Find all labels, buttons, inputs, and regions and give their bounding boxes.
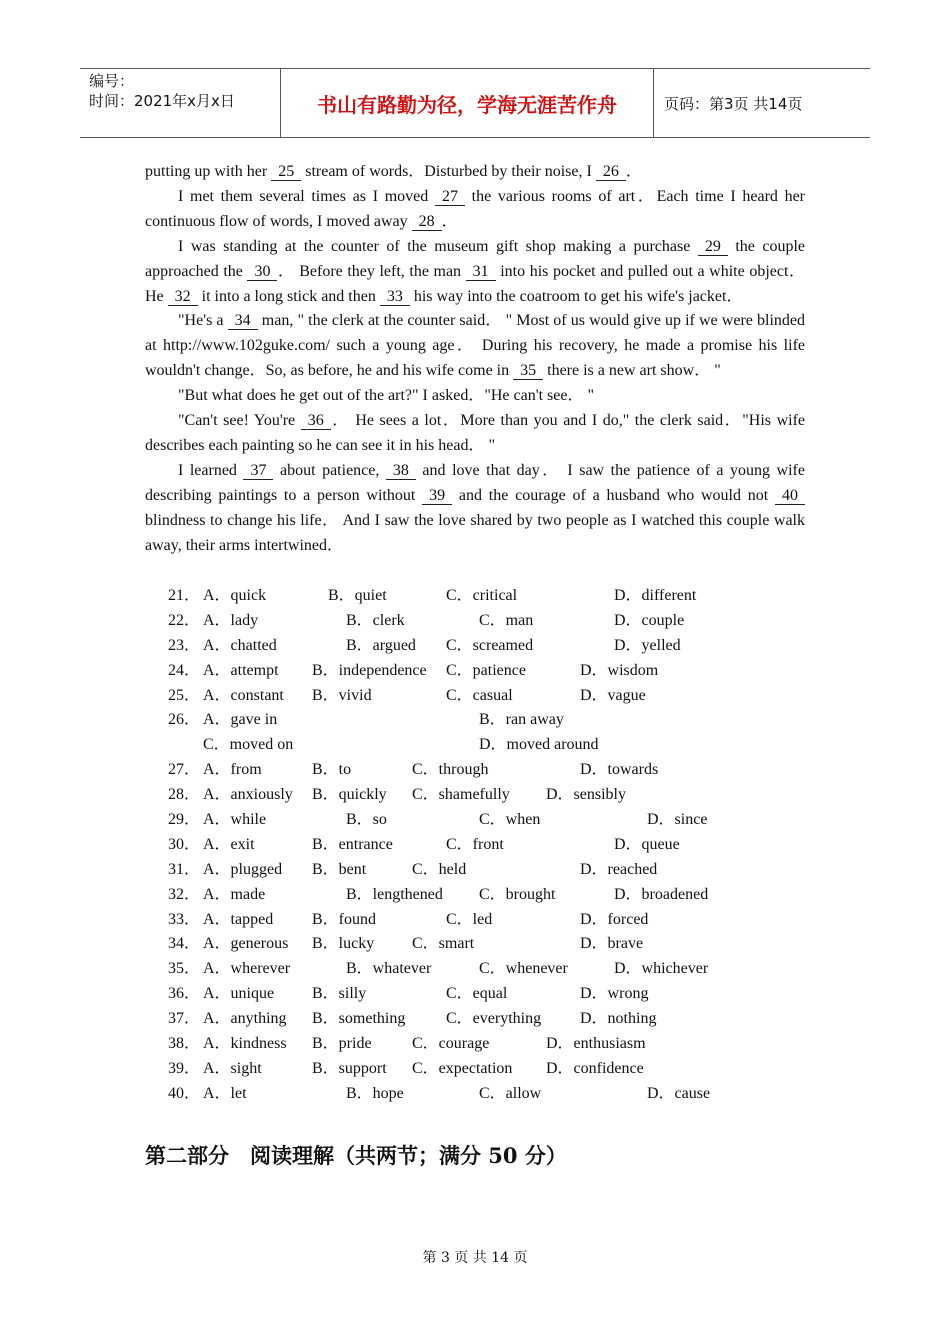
option-c[interactable]: C．shamefully xyxy=(412,786,510,804)
question-row xyxy=(168,684,808,709)
option-d[interactable]: D．towards xyxy=(580,761,659,779)
option-a[interactable]: A．anything xyxy=(203,1010,287,1028)
option-a[interactable]: A．made xyxy=(203,885,266,903)
option-a[interactable]: C．moved on xyxy=(203,736,294,754)
question-row xyxy=(168,883,808,908)
question-number: 32． xyxy=(168,885,201,903)
option-c[interactable]: C．when xyxy=(479,811,541,829)
option-a[interactable]: A．from xyxy=(203,761,262,779)
question-row xyxy=(168,1007,808,1032)
question-number: 23． xyxy=(168,636,201,654)
option-b[interactable]: B．lucky xyxy=(312,935,375,953)
option-d[interactable]: D．cause xyxy=(647,1084,711,1102)
question-number: 26． xyxy=(168,711,201,729)
blank-36: 36 xyxy=(301,412,331,430)
option-a[interactable]: A．chatted xyxy=(203,636,277,654)
option-b[interactable]: B．entrance xyxy=(312,835,393,853)
option-a[interactable]: A．attempt xyxy=(203,661,279,679)
option-c[interactable]: C．led xyxy=(446,910,493,928)
question-row xyxy=(168,1057,808,1082)
question-row xyxy=(168,634,808,659)
paragraph-4: "He's a 34 man, " the clerk at the counter said． " Most of us would give up if we were blinded at http://www.102guke.com/ such a young age． During his recovery, he made a promise his life wouldn't change．So, as before, he and his wife come in 35 there is a new art show． " xyxy=(145,312,805,380)
option-b[interactable]: B．hope xyxy=(346,1084,404,1102)
header-page-info: 页码：第3页 共14页 xyxy=(664,94,803,113)
question-number: 37． xyxy=(168,1010,201,1028)
option-b[interactable]: B．independence xyxy=(312,661,427,679)
option-b[interactable]: B．vivid xyxy=(312,686,372,704)
question-number: 34． xyxy=(168,935,201,953)
page-header xyxy=(80,68,870,138)
option-d[interactable]: D．reached xyxy=(580,860,658,878)
question-row xyxy=(168,758,808,783)
question-row xyxy=(168,1082,808,1107)
option-a[interactable]: A．while xyxy=(203,811,267,829)
option-a[interactable]: A．generous xyxy=(203,935,289,953)
option-d[interactable]: D．broadened xyxy=(614,885,709,903)
question-row xyxy=(168,833,808,858)
option-b[interactable]: B．quickly xyxy=(312,786,387,804)
option-b[interactable]: B．pride xyxy=(312,1035,372,1053)
page-footer: 第 3 页 共 14 页 xyxy=(422,1250,528,1266)
option-c[interactable]: C．expectation xyxy=(412,1059,513,1077)
option-a[interactable]: A．let xyxy=(203,1084,247,1102)
option-c[interactable]: C．equal xyxy=(446,985,508,1003)
option-c[interactable]: C．courage xyxy=(412,1035,490,1053)
blank-28: 28 xyxy=(412,213,442,231)
question-row xyxy=(168,957,808,982)
option-a[interactable]: A．unique xyxy=(203,985,275,1003)
question-row xyxy=(168,808,808,833)
option-a[interactable]: A．wherever xyxy=(203,960,291,978)
question-number: 24． xyxy=(168,661,201,679)
question-number: 31． xyxy=(168,860,201,878)
paragraph-6: "Can't see! You're 36 ． He sees a lot．More than you and I do," the clerk said．"His wife describes each painting so he can see it in his head． " xyxy=(145,412,805,454)
option-a[interactable]: A．quick xyxy=(203,587,267,604)
blank-35: 35 xyxy=(513,362,543,380)
header-time-label: 时间：2021年x月x日 xyxy=(89,92,235,110)
option-c[interactable]: C．front xyxy=(446,835,504,853)
option-d[interactable]: D．confidence xyxy=(546,1059,644,1077)
option-b[interactable]: B．whatever xyxy=(346,960,432,978)
option-d[interactable]: D．nothing xyxy=(580,1010,657,1028)
option-b[interactable]: B．clerk xyxy=(346,611,405,629)
option-a[interactable]: A．lady xyxy=(203,611,259,629)
option-a[interactable]: A．gave in xyxy=(203,711,278,729)
option-c[interactable]: D．moved around xyxy=(479,736,599,754)
option-b[interactable]: B．to xyxy=(312,761,352,779)
paragraph-5: "But what does he get out of the art?" I asked．"He can't see． " xyxy=(178,387,594,405)
question-number: 22． xyxy=(168,611,201,629)
question-number: 25． xyxy=(168,686,201,704)
answer-options xyxy=(168,584,808,1107)
question-row xyxy=(168,733,808,758)
section-title: 第二部分 阅读理解（共两节；满分 50 分） xyxy=(145,1143,567,1168)
blank-33: 33 xyxy=(380,288,410,306)
option-c[interactable]: B．ran away xyxy=(479,711,564,729)
option-a[interactable]: A．exit xyxy=(203,835,255,853)
blank-37: 37 xyxy=(243,462,273,480)
blank-31: 31 xyxy=(466,263,496,281)
question-row xyxy=(168,584,808,609)
question-row xyxy=(168,858,808,883)
option-c[interactable]: C．smart xyxy=(412,935,475,953)
option-d[interactable]: D．vague xyxy=(580,686,646,704)
question-number: 33． xyxy=(168,910,201,928)
question-number: 36． xyxy=(168,985,201,1003)
option-c[interactable]: C．everything xyxy=(446,1010,542,1028)
option-d[interactable]: D．since xyxy=(647,811,708,829)
option-c[interactable]: C．held xyxy=(412,860,467,878)
question-row xyxy=(168,982,808,1007)
option-d[interactable]: D．enthusiasm xyxy=(546,1035,646,1053)
option-b[interactable]: B．lengthened xyxy=(346,885,443,903)
option-c[interactable]: C．screamed xyxy=(446,636,534,654)
option-b[interactable]: B．silly xyxy=(312,985,367,1003)
question-row xyxy=(168,659,808,684)
blank-40: 40 xyxy=(775,487,805,505)
question-row xyxy=(168,908,808,933)
blank-27: 27 xyxy=(435,188,465,206)
option-a[interactable]: A．plugged xyxy=(203,860,283,878)
option-d[interactable]: D．wrong xyxy=(580,985,649,1003)
paragraph-7: I learned 37 about patience, 38 and love that day． I saw the patience of a young wife describing paintings to a person without 39 and the courage of a husband who would not 40 blindness to change his life． And I saw the love shared by two people as I watched this couple walk away, their arms intertwined． xyxy=(145,461,805,554)
option-b[interactable]: B．quiet xyxy=(328,587,387,604)
question-number: 29． xyxy=(168,811,201,829)
question-number: 27． xyxy=(168,761,201,779)
option-b[interactable]: B．bent xyxy=(312,860,367,878)
question-row xyxy=(168,708,808,733)
question-number: 30． xyxy=(168,835,201,853)
blank-25: 25 xyxy=(271,163,301,181)
blank-38: 38 xyxy=(386,462,416,480)
option-c[interactable]: C．man xyxy=(479,611,534,629)
question-number: 40． xyxy=(168,1084,201,1102)
option-a[interactable]: A．sight xyxy=(203,1059,262,1077)
option-a[interactable]: A．anxiously xyxy=(203,786,293,804)
option-d[interactable]: D．forced xyxy=(580,910,649,928)
option-c[interactable]: C．brought xyxy=(479,885,556,903)
blank-26: 26 xyxy=(596,163,626,181)
blank-34: 34 xyxy=(228,312,258,330)
blank-30: 30 xyxy=(247,263,277,281)
option-d[interactable]: D．wisdom xyxy=(580,661,659,679)
option-d[interactable]: D．sensibly xyxy=(546,786,627,804)
option-c[interactable]: C．through xyxy=(412,761,489,779)
option-d[interactable]: D．couple xyxy=(614,611,685,629)
question-row xyxy=(168,783,808,808)
option-b[interactable]: B．so xyxy=(346,811,387,829)
option-d[interactable]: D．brave xyxy=(580,935,644,953)
question-number: 38． xyxy=(168,1035,201,1053)
option-b[interactable]: B．something xyxy=(312,1010,406,1028)
option-b[interactable]: B．found xyxy=(312,910,377,928)
option-a[interactable]: A．tapped xyxy=(203,910,274,928)
question-number: 39． xyxy=(168,1059,201,1077)
option-d[interactable]: D．whichever xyxy=(614,960,709,978)
question-row xyxy=(168,609,808,634)
blank-32: 32 xyxy=(168,288,198,306)
option-c[interactable]: C．casual xyxy=(446,686,513,704)
option-b[interactable]: B．argued xyxy=(346,636,416,654)
option-a[interactable]: A．kindness xyxy=(203,1035,287,1053)
question-row xyxy=(168,1032,808,1057)
question-number: 28． xyxy=(168,786,201,804)
paragraph-3: I was standing at the counter of the museum gift shop making a purchase 29 the couple approached the 30 ． Before they left, the man 31 into his pocket and pulled out a white object．He 32 it into a long stick and then 33 his way into the coatroom to get his wife's jacket． xyxy=(145,237,805,305)
header-motto: 书山有路勤为径，学海无涯苦作舟 xyxy=(281,69,654,137)
blank-29: 29 xyxy=(698,238,728,256)
option-b[interactable]: B．support xyxy=(312,1059,387,1077)
option-c[interactable]: C．patience xyxy=(446,661,526,679)
option-c[interactable]: C．allow xyxy=(479,1084,542,1102)
option-c[interactable]: C．critical xyxy=(446,587,518,604)
passage xyxy=(145,160,805,559)
header-number-label: 编号： xyxy=(89,72,135,90)
question-number: 21． xyxy=(168,587,201,604)
paragraph-2: I met them several times as I moved 27 the various rooms of art．Each time I heard her continuous flow of words, I moved away 28 ． xyxy=(145,187,806,230)
paragraph-1: putting up with her 25 stream of words．Disturbed by their noise, I 26 ． xyxy=(145,163,642,180)
question-number: 35． xyxy=(168,960,201,978)
option-c[interactable]: C．whenever xyxy=(479,960,568,978)
option-d[interactable]: D．different xyxy=(614,587,697,604)
option-a[interactable]: A．constant xyxy=(203,686,284,704)
option-d[interactable]: D．yelled xyxy=(614,636,681,654)
header-meta xyxy=(80,69,281,137)
blank-39: 39 xyxy=(422,487,452,505)
question-row xyxy=(168,932,808,957)
option-d[interactable]: D．queue xyxy=(614,835,680,853)
